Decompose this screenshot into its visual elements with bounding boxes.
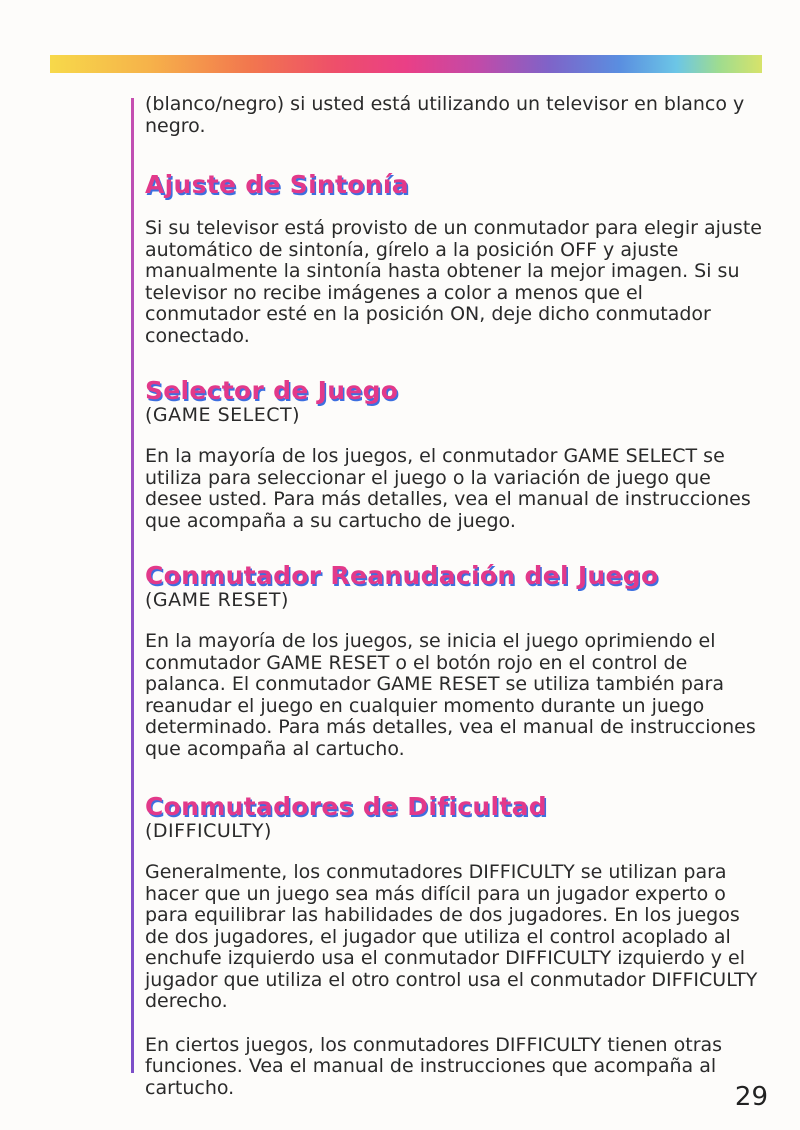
intro-paragraph: (blanco/negro) si usted está utilizando un televisor en blanco y negro. (145, 93, 745, 137)
section-subtitle-dificultad: (DIFFICULTY) (145, 820, 272, 842)
section-heading-reanudacion: Conmutador Reanudación del Juego (145, 561, 659, 590)
rainbow-header-bar (50, 55, 762, 73)
section-paragraph-reanudacion: En la mayoría de los juegos, se inicia el juego oprimiendo el conmutador GAME RESET o el botón rojo en el control de palanca. El conmutador GAME RESET se utiliza también para reanudar el juego en cualquier momento durante un juego determinado. Para más detalles, vea el manual de instrucciones que acompaña al cartucho. (145, 630, 756, 760)
section-subtitle-reanudacion: (GAME RESET) (145, 589, 289, 611)
margin-rule (131, 98, 134, 1073)
section-heading-dificultad: Conmutadores de Dificultad (145, 792, 547, 821)
section-paragraph-sintonia: Si su televisor está provisto de un conmutador para elegir ajuste automático de sintonía, gírelo a la posición OFF y ajuste manualmente la sintonía hasta obtener la mejor imagen. Si su televisor no recibe imágenes a color a menos que el conmutador esté en la posición ON, deje dicho conmutador conectado. (145, 217, 762, 347)
section-paragraph-dificultad-2: En ciertos juegos, los conmutadores DIFFICULTY tienen otras funciones. Vea el manual de instrucciones que acompaña al cartucho. (145, 1033, 723, 1099)
section-paragraph-selector: En la mayoría de los juegos, el conmutador GAME SELECT se utiliza para seleccionar el juego o la variación de juego que desee usted. Para más detalles, vea el manual de instrucciones que acompaña a su cartucho de juego. (145, 445, 751, 532)
section-subtitle-selector: (GAME SELECT) (145, 404, 301, 426)
section-paragraph-dificultad: Generalmente, los conmutadores DIFFICULTY se utilizan para hacer que un juego sea más difícil para un jugador experto o para equilibrar las habilidades de dos jugadores. En los juegos de dos jugadores, el jugador que utiliza el control acoplado al enchufe izquierdo usa el conmutador DIFFICULTY izquierdo y el jugador que utiliza el otro control usa el conmutador DIFFICULTY derecho. (145, 861, 758, 1012)
page-number: 29 (734, 1082, 768, 1112)
section-heading-selector: Selector de Juego (145, 376, 399, 405)
section-heading-sintonia: Ajuste de Sintonía (145, 170, 409, 199)
page-content (145, 94, 763, 1099)
